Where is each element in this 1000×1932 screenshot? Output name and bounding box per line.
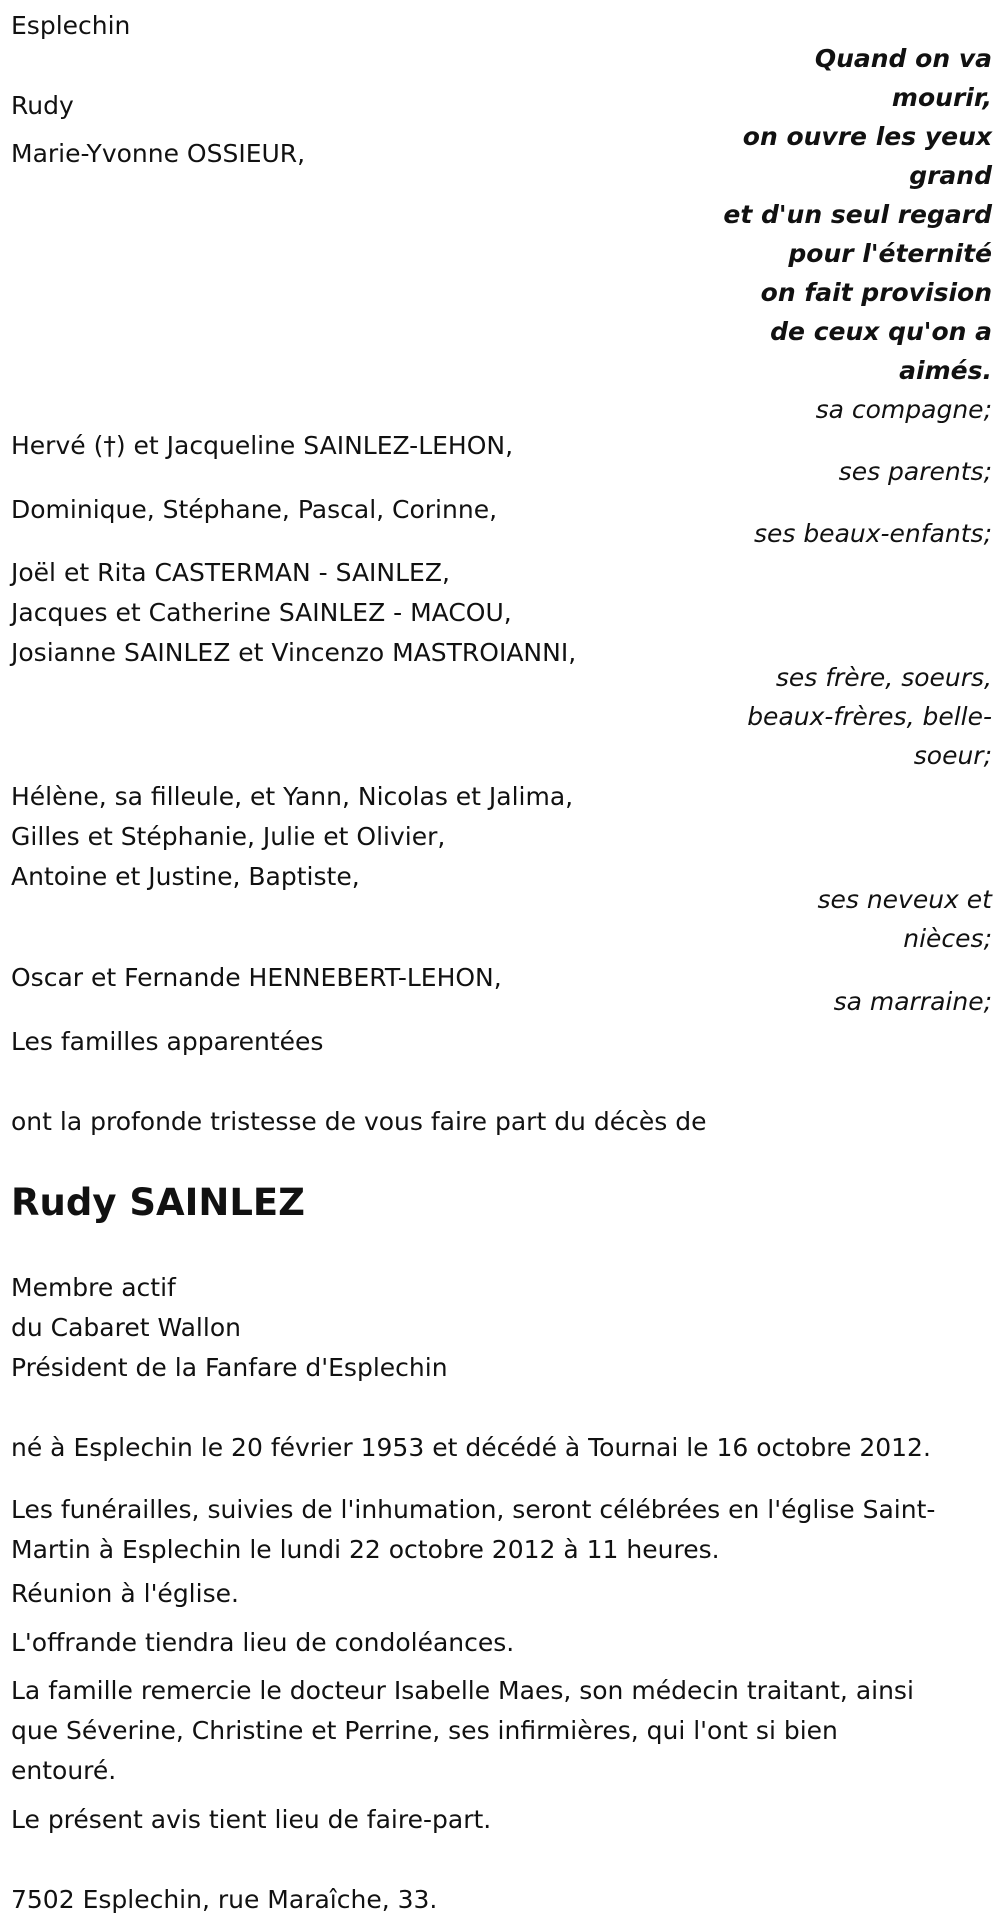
family-sibling: Jacques et Catherine SAINLEZ - MACOU, bbox=[11, 598, 512, 627]
birth-death: né à Esplechin le 20 février 1953 et décédé à Tournai le 16 octobre 2012. bbox=[11, 1433, 931, 1462]
thanks-line: La famille remercie le docteur Isabelle Maes, son médecin traitant, ainsi bbox=[11, 1676, 914, 1705]
spouse-name: Rudy bbox=[11, 91, 74, 120]
poem-line: Quand on va bbox=[814, 44, 992, 73]
role-parents: ses parents; bbox=[838, 457, 992, 486]
title-line: du Cabaret Wallon bbox=[11, 1313, 241, 1342]
role-siblings: beaux-frères, belle- bbox=[747, 702, 992, 731]
role-nephews: ses neveux et bbox=[817, 885, 992, 914]
family-nephew: Hélène, sa filleule, et Yann, Nicolas et Jalima, bbox=[11, 782, 574, 811]
spouse-partner: Marie-Yvonne OSSIEUR, bbox=[11, 139, 306, 168]
poem-line: de ceux qu'on a bbox=[770, 317, 992, 346]
place-header: Esplechin bbox=[11, 11, 131, 40]
poem-line: pour l'éternité bbox=[788, 239, 992, 268]
role-siblings: ses frère, soeurs, bbox=[775, 663, 992, 692]
poem-line: on fait provision bbox=[760, 278, 992, 307]
funeral-line: Martin à Esplechin le lundi 22 octobre 2012 à 11 heures. bbox=[11, 1535, 720, 1564]
family-nephew: Antoine et Justine, Baptiste, bbox=[11, 862, 360, 891]
family-sibling: Josianne SAINLEZ et Vincenzo MASTROIANNI, bbox=[11, 638, 577, 667]
poem-line: mourir, bbox=[891, 83, 992, 112]
announcement: ont la profonde tristesse de vous faire part du décès de bbox=[11, 1107, 707, 1136]
poem-line: aimés. bbox=[899, 356, 992, 385]
family-related: Les familles apparentées bbox=[11, 1027, 324, 1056]
family-nephew: Gilles et Stéphanie, Julie et Olivier, bbox=[11, 822, 446, 851]
role-nephews: nièces; bbox=[903, 924, 992, 953]
thanks-line: que Séverine, Christine et Perrine, ses infirmières, qui l'ont si bien bbox=[11, 1716, 838, 1745]
family-step-children: Dominique, Stéphane, Pascal, Corinne, bbox=[11, 495, 498, 524]
meeting: Réunion à l'église. bbox=[11, 1579, 239, 1608]
poem-line: grand bbox=[909, 161, 992, 190]
role-companion: sa compagne; bbox=[815, 395, 992, 424]
family-godmother: Oscar et Fernande HENNEBERT-LEHON, bbox=[11, 963, 502, 992]
notice: Le présent avis tient lieu de faire-part. bbox=[11, 1805, 492, 1834]
family-sibling: Joël et Rita CASTERMAN - SAINLEZ, bbox=[11, 558, 450, 587]
poem-line: et d'un seul regard bbox=[723, 200, 992, 229]
funeral-line: Les funérailles, suivies de l'inhumation, seront célébrées en l'église Saint- bbox=[11, 1495, 936, 1524]
role-step-children: ses beaux-enfants; bbox=[753, 519, 992, 548]
address: 7502 Esplechin, rue Maraîche, 33. bbox=[11, 1885, 438, 1914]
thanks-line: entouré. bbox=[11, 1756, 117, 1785]
role-godmother: sa marraine; bbox=[833, 987, 992, 1016]
title-line: Président de la Fanfare d'Esplechin bbox=[11, 1353, 448, 1382]
deceased-name: Rudy SAINLEZ bbox=[11, 1181, 306, 1224]
role-siblings: soeur; bbox=[913, 741, 992, 770]
family-parents: Hervé (†) et Jacqueline SAINLEZ-LEHON, bbox=[11, 431, 514, 460]
title-line: Membre actif bbox=[11, 1273, 176, 1302]
offering: L'offrande tiendra lieu de condoléances. bbox=[11, 1628, 515, 1657]
poem-line: on ouvre les yeux bbox=[742, 122, 992, 151]
